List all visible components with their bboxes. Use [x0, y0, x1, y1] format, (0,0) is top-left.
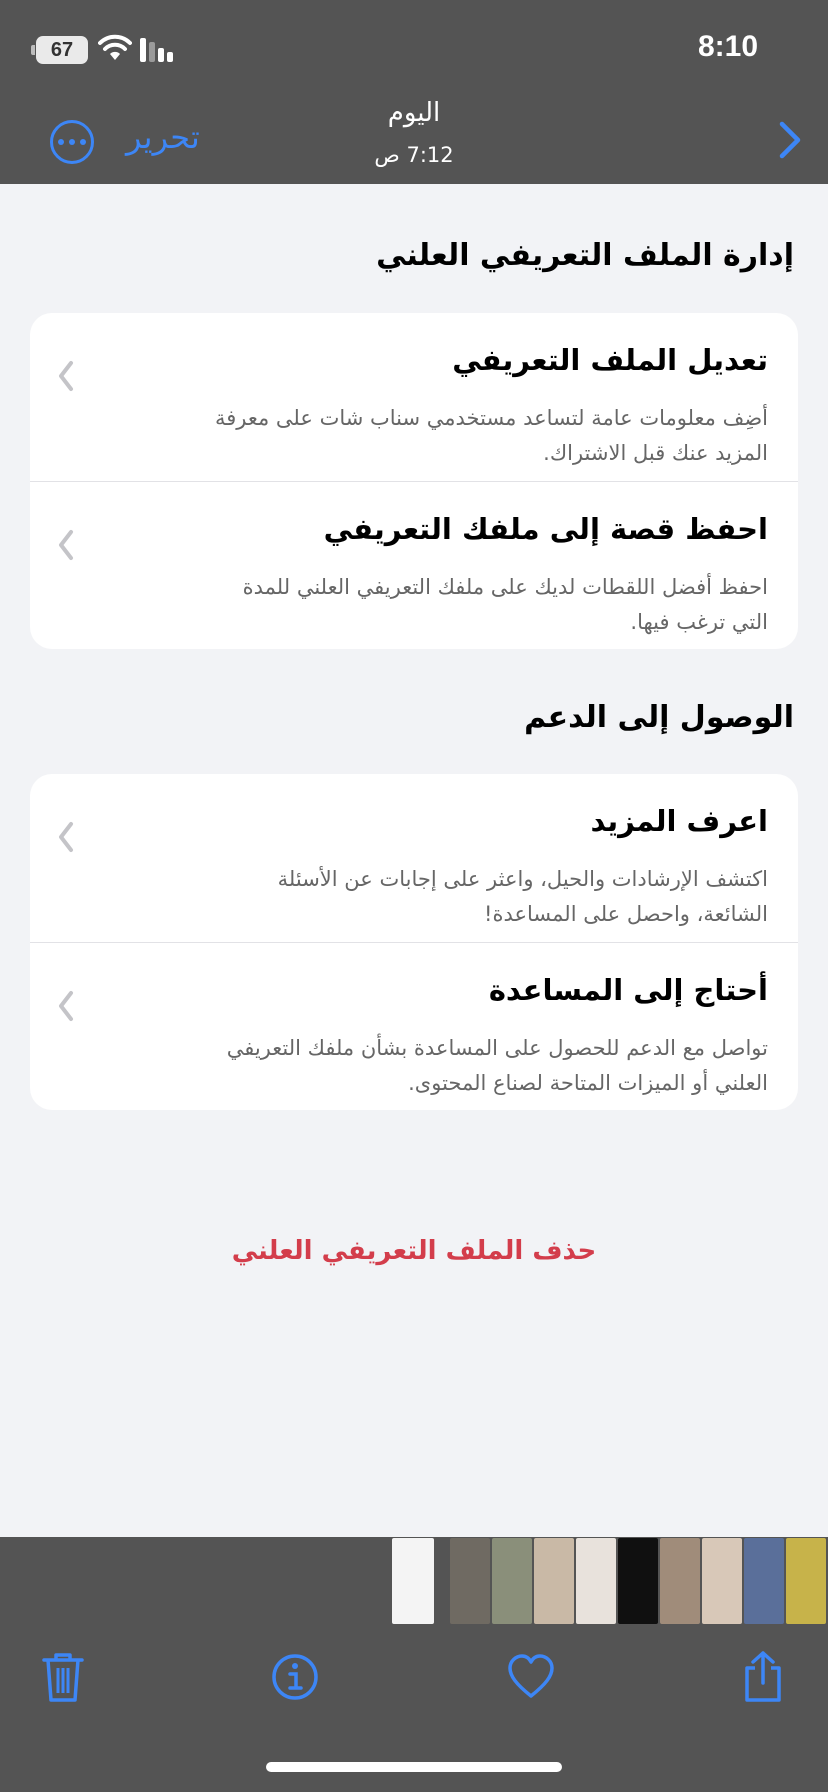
row-title: تعديل الملف التعريفي: [452, 343, 768, 377]
section-title-support: الوصول إلى الدعم: [524, 700, 794, 735]
thumbnail[interactable]: [618, 1538, 658, 1624]
thumbnail[interactable]: [392, 1538, 434, 1624]
cellular-signal-icon: [138, 38, 178, 62]
thumbnail[interactable]: [660, 1538, 700, 1624]
share-icon[interactable]: [738, 1650, 788, 1704]
learn-more-row[interactable]: [30, 774, 798, 942]
home-indicator: [266, 1762, 562, 1772]
row-title: أحتاج إلى المساعدة: [488, 973, 768, 1007]
thumbnail[interactable]: [702, 1538, 742, 1624]
photo-thumbnail-strip[interactable]: [392, 1538, 828, 1624]
row-description: اكتشف الإرشادات والحيل، واعثر على إجابات عن الأسئلة الشائعة، واحصل على المساعدة!: [277, 867, 768, 926]
edit-button[interactable]: تحرير: [126, 118, 200, 156]
support-card: [30, 774, 798, 1110]
save-story-row[interactable]: [30, 481, 798, 649]
need-help-row[interactable]: [30, 942, 798, 1110]
wifi-icon: [98, 34, 132, 62]
delete-public-profile-button[interactable]: حذف الملف التعريفي العلني: [231, 1236, 597, 1266]
thumbnail[interactable]: [450, 1538, 490, 1624]
chevron-right-icon[interactable]: [774, 118, 804, 162]
thumbnail[interactable]: [492, 1538, 532, 1624]
thumbnail[interactable]: [534, 1538, 574, 1624]
nav-time: 7:12 ص: [374, 143, 454, 167]
row-description: احفظ أفضل اللقطات لديك على ملفك التعريفي العلني للمدة التي ترغب فيها.: [242, 575, 768, 634]
battery-indicator: 67: [36, 36, 88, 64]
thumbnail[interactable]: [744, 1538, 784, 1624]
nav-date: اليوم: [387, 98, 441, 128]
info-icon[interactable]: [270, 1650, 320, 1704]
row-title: اعرف المزيد: [590, 804, 768, 838]
heart-icon[interactable]: [506, 1650, 556, 1704]
chevron-left-icon: [56, 989, 76, 1023]
profile-management-card: [30, 313, 798, 649]
row-title: احفظ قصة إلى ملفك التعريفي: [323, 512, 768, 546]
ellipsis-circle-icon: [58, 139, 64, 145]
chevron-left-icon: [56, 359, 76, 393]
chevron-left-icon: [56, 820, 76, 854]
status-time: 8:10: [697, 30, 758, 63]
thumbnail[interactable]: [576, 1538, 616, 1624]
section-title-profile-management: إدارة الملف التعريفي العلني: [376, 238, 794, 273]
more-options-button[interactable]: [50, 120, 94, 164]
chevron-left-icon: [56, 528, 76, 562]
trash-icon[interactable]: [38, 1650, 88, 1704]
thumbnail[interactable]: [786, 1538, 826, 1624]
row-description: أضِف معلومات عامة لتساعد مستخدمي سناب شات على معرفة المزيد عنك قبل الاشتراك.: [214, 406, 768, 465]
row-description: تواصل مع الدعم للحصول على المساعدة بشأن ملفك التعريفي العلني أو الميزات المتاحة لصناع المحتوى.: [226, 1036, 768, 1095]
edit-profile-row[interactable]: [30, 313, 798, 481]
